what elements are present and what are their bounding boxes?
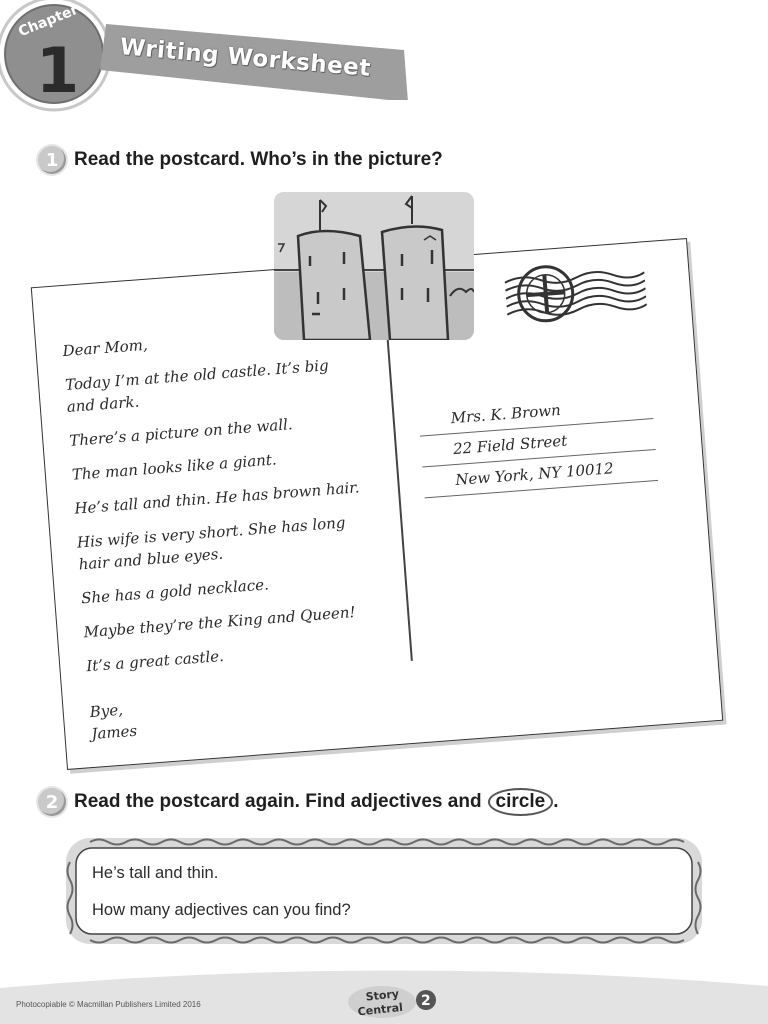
exercise-1-number: 1 bbox=[38, 146, 66, 174]
message-line: Today I’m at the old castle. It’s big bbox=[64, 356, 330, 395]
message-signoff: Bye, bbox=[89, 700, 124, 722]
address-line: Mrs. K. Brown bbox=[418, 388, 654, 436]
message-line: He’s tall and thin. He has brown hair. bbox=[73, 478, 361, 518]
chapter-word: Chapter bbox=[16, 1, 81, 41]
message-line: Maybe they’re the King and Queen! bbox=[83, 602, 357, 642]
example-line-2: How many adjectives can you find? bbox=[92, 901, 351, 919]
castle-towers-drawing bbox=[274, 192, 474, 340]
logo-line-2: Central bbox=[357, 1000, 404, 1019]
postcard-address bbox=[418, 388, 658, 498]
example-line-1: He’s tall and thin. bbox=[92, 864, 219, 882]
postcard-message bbox=[62, 317, 402, 745]
example-box bbox=[64, 836, 704, 946]
message-line: There’s a picture on the wall. bbox=[68, 415, 294, 450]
exercise-2-number: 2 bbox=[38, 788, 66, 816]
message-line: She has a gold necklace. bbox=[80, 575, 270, 608]
logo-line-1: Story bbox=[365, 987, 400, 1004]
castle-picture bbox=[274, 192, 474, 340]
message-signature: James bbox=[90, 721, 138, 744]
message-line: His wife is very short. She has long bbox=[76, 513, 347, 552]
story-central-logo bbox=[346, 984, 438, 1020]
message-line: and dark. bbox=[66, 392, 140, 416]
message-line: The man looks like a giant. bbox=[71, 450, 278, 484]
copyright-text: Photocopiable © Macmillan Publishers Limited 2016 bbox=[16, 1000, 201, 1009]
circled-word: circle bbox=[488, 788, 554, 816]
exercise-1-heading bbox=[38, 146, 443, 174]
address-line: New York, NY 10012 bbox=[422, 450, 658, 498]
postmark-stamp-icon bbox=[503, 252, 648, 332]
message-line: Dear Mom, bbox=[61, 335, 149, 361]
level-number: 2 bbox=[421, 993, 431, 1009]
exercise-1-instruction: Read the postcard. Who’s in the picture? bbox=[74, 149, 443, 170]
address-line: 22 Field Street bbox=[420, 419, 656, 467]
worksheet-title: Writing Worksheet bbox=[118, 34, 372, 82]
message-line: hair and blue eyes. bbox=[78, 544, 224, 574]
message-line: It’s a great castle. bbox=[85, 646, 225, 676]
chapter-badge bbox=[0, 0, 112, 112]
exercise-2-end-punct: . bbox=[553, 791, 559, 812]
exercise-2-instruction: Read the postcard again. Find adjectives and bbox=[74, 791, 482, 812]
exercise-2-heading bbox=[38, 788, 558, 816]
chapter-number: 1 bbox=[36, 34, 80, 107]
